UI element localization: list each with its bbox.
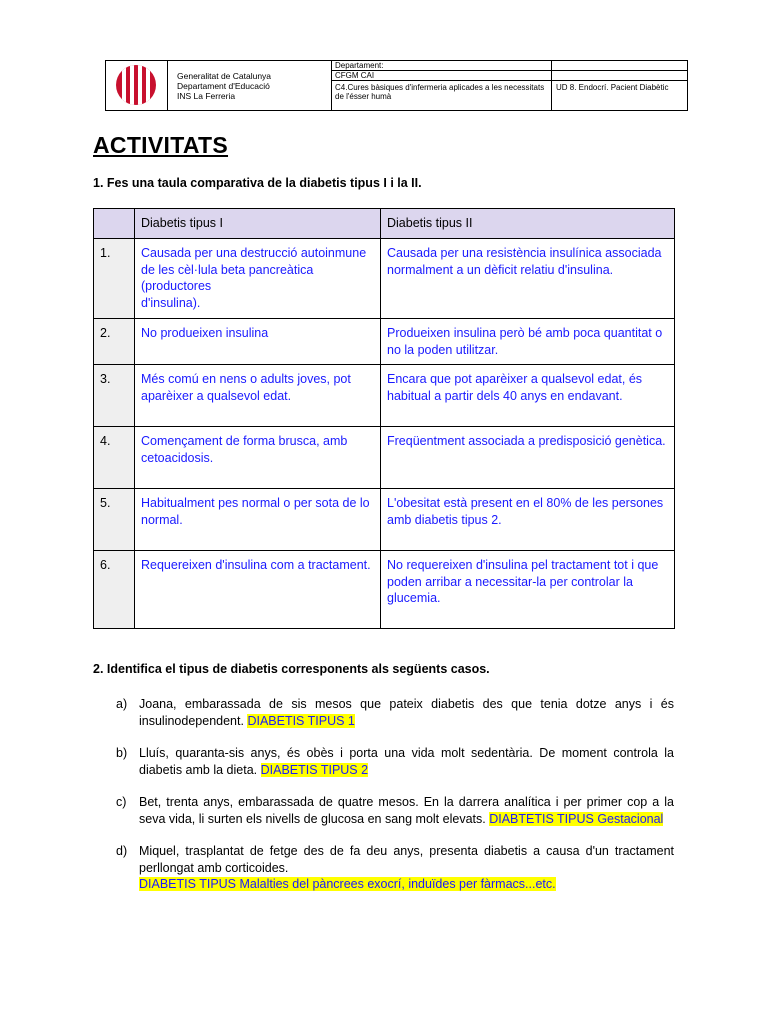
- list-item: [116, 696, 674, 729]
- course-name: CFGM CAI: [332, 71, 552, 80]
- course-empty: [552, 71, 688, 80]
- logo-cell: [106, 61, 168, 110]
- table-row: [94, 239, 675, 319]
- org-line-2: Departament d'Educació: [177, 81, 270, 91]
- page-title: ACTIVITATS: [93, 132, 229, 158]
- question-2: 2. Identifica el tipus de diabetis corresponents als següents casos.: [93, 662, 490, 676]
- department-value: [552, 61, 688, 70]
- type2-cell: Freqüentment associada a predisposició genètica.: [381, 427, 675, 489]
- type1-cell: Causada per una destrucció autoinmune de les cèl·lula beta pancreàtica (productores d'insulina).: [135, 239, 381, 319]
- table-row: [94, 489, 675, 551]
- row-number: 3.: [94, 365, 135, 427]
- row-number: 5.: [94, 489, 135, 551]
- type1-cell: Requereixen d'insulina com a tractament.: [135, 551, 381, 629]
- header-row-department: [332, 61, 688, 71]
- case-label: d): [116, 844, 128, 858]
- row-number: 6.: [94, 551, 135, 629]
- table-row: [94, 319, 675, 365]
- table-row: [94, 551, 675, 629]
- organization-cell: [167, 61, 332, 110]
- case-text: Miquel, trasplantat de fetge des de fa deu anys, presenta diabetis a causa d'un tractament perllongat amb corticoides.: [139, 844, 674, 875]
- type1-cell: Més comú en nens o adults joves, pot aparèixer a qualsevol edat.: [135, 365, 381, 427]
- case-label: b): [116, 746, 128, 760]
- list-item: [116, 843, 674, 893]
- department-label: Departament:: [332, 61, 552, 70]
- module-name: C4.Cures bàsiques d'infermeria aplicades a les necessitats de l'ésser humà: [332, 81, 552, 110]
- list-item: [116, 745, 674, 778]
- case-text: Lluís, quaranta-sis anys, és obès i porta una vida molt sedentària. De moment controla la diabetis amb la dieta.: [139, 746, 674, 777]
- type2-cell: Produeixen insulina però bé amb poca quantitat o no la poden utilitzar.: [381, 319, 675, 365]
- case-label: c): [116, 795, 127, 809]
- table-row: [94, 427, 675, 489]
- case-label: a): [116, 697, 128, 711]
- table-header-row: [94, 209, 675, 239]
- generalitat-logo-icon: [116, 65, 156, 105]
- type1-cell: No produeixen insulina: [135, 319, 381, 365]
- document-header: [105, 60, 688, 111]
- header-type1: Diabetis tipus I: [135, 209, 381, 239]
- org-line-1: Generalitat de Catalunya: [177, 71, 272, 81]
- row-number: 1.: [94, 239, 135, 319]
- row-number: 4.: [94, 427, 135, 489]
- header-row-course: [332, 71, 688, 81]
- header-type2: Diabetis tipus II: [381, 209, 675, 239]
- case-text: Bet, trenta anys, embarassada de quatre mesos. En la darrera analítica i per primer cop a la seva vida, li surten els nivells de glucosa en sang molt elevats.: [139, 795, 674, 826]
- header-row-module: [332, 81, 688, 110]
- unit-name: UD 8. Endocrí. Pacient Diabètic: [556, 83, 669, 92]
- case-text: Joana, embarassada de sis mesos que pateix diabetis des que tenia dotze anys i és insulinodependent.: [139, 697, 674, 728]
- list-item: [116, 794, 674, 827]
- type2-cell: No requereixen d'insulina pel tractament tot i que poden arribar a necessitar-la per controlar la glucemia.: [381, 551, 675, 629]
- type2-cell: Causada per una resistència insulínica associada normalment a un dèficit relatiu d'insulina.: [381, 239, 675, 319]
- organization-text: [177, 71, 271, 101]
- type1-cell: Habitualment pes normal o per sota de lo normal.: [135, 489, 381, 551]
- case-answer: DIABETIS TIPUS 2: [260, 762, 369, 777]
- question-1: 1. Fes una taula comparativa de la diabetis tipus I i la II.: [93, 176, 422, 190]
- row-number: 2.: [94, 319, 135, 365]
- header-num-cell: [94, 209, 135, 239]
- comparison-table: [93, 208, 675, 629]
- case-answer: DIABETIS TIPUS 1: [247, 713, 355, 728]
- case-answer: DIABETIS TIPUS Malalties del pàncrees exocrí, induïdes per fàrmacs...etc.: [139, 877, 556, 891]
- type2-cell: Encara que pot aparèixer a qualsevol edat, és habitual a partir dels 40 anys en endavant.: [381, 365, 675, 427]
- cases-list: [116, 696, 674, 909]
- type1-cell: Començament de forma brusca, amb cetoacidosis.: [135, 427, 381, 489]
- type2-cell: L'obesitat està present en el 80% de les persones amb diabetis tipus 2.: [381, 489, 675, 551]
- case-answer: DIABTETIS TIPUS Gestacional: [489, 811, 664, 826]
- org-line-3: INS La Ferreria: [177, 91, 236, 101]
- table-row: [94, 365, 675, 427]
